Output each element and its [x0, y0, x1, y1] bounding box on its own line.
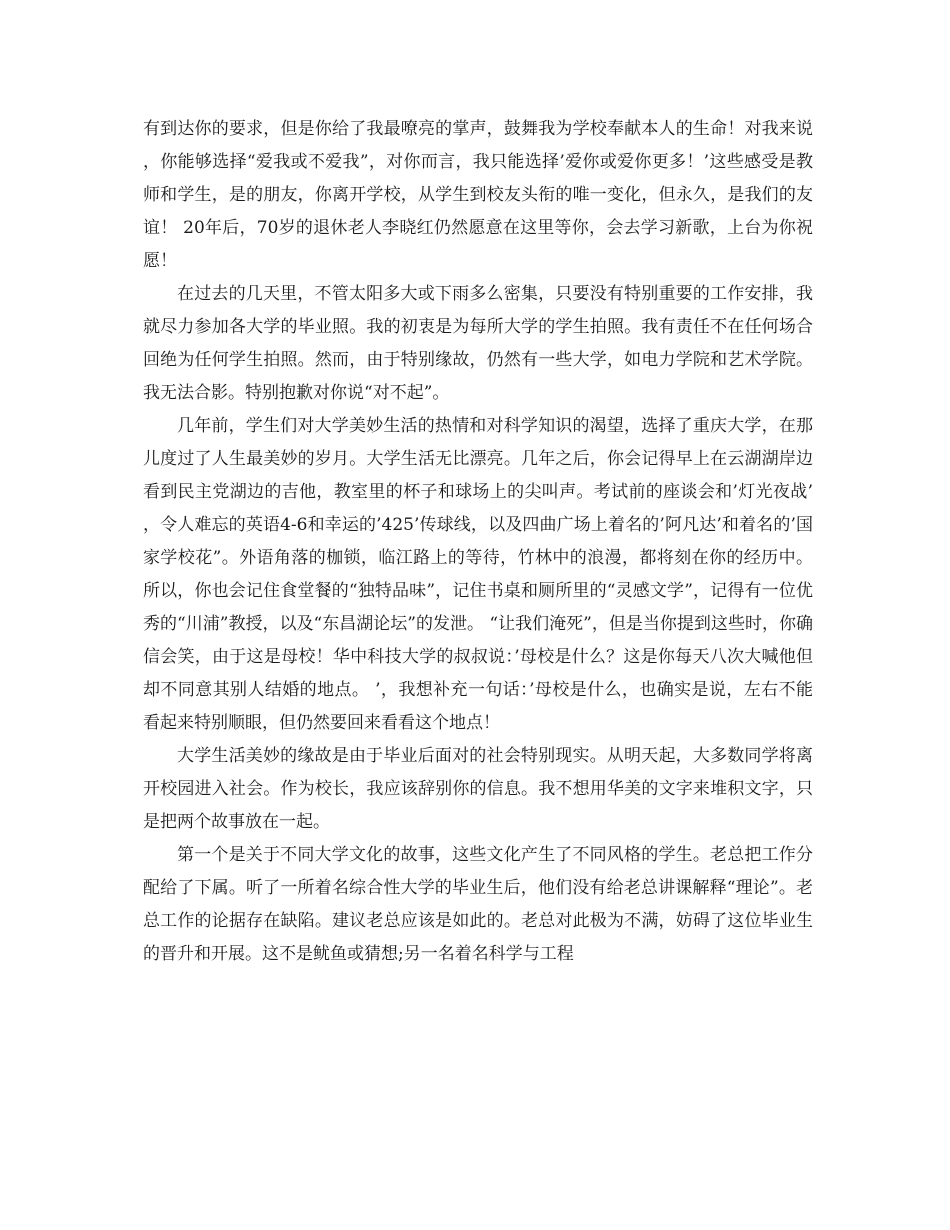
- document-body: [143, 113, 813, 971]
- paragraph-1: 有到达你的要求，但是你给了我最嘹亮的掌声，鼓舞我为学校奉献本人的生命！对我来说，你能够选择“爱我或不爱我”，对你而言，我只能选择’爱你或爱你更多！’这些感受是教师和学生，是的朋友，你离开学校，从学生到校友头衔的唯一变化，但永久，是我们的友谊！ 20年后，70岁的退休老人李晓红仍然愿意在这里等你，会去学习新歌，上台为你祝愿！: [143, 119, 813, 271]
- paragraph-4: 大学生活美妙的缘故是由于毕业后面对的社会特别现实。从明天起，大多数同学将离开校园进入社会。作为校长，我应该辞别你的信息。我不想用华美的文字来堆积文字，只是把两个故事放在一起。: [143, 746, 813, 832]
- paragraph-2: 在过去的几天里，不管太阳多大或下雨多么密集，只要没有特别重要的工作安排，我就尽力参加各大学的毕业照。我的初衷是为每所大学的学生拍照。我有责任不在任何场合回绝为任何学生拍照。然而，由于特别缘故，仍然有一些大学，如电力学院和艺术学院。我无法合影。特别抱歉对你说“对不起”。: [143, 284, 813, 403]
- paragraph-5: 第一个是关于不同大学文化的故事，这些文化产生了不同风格的学生。老总把工作分配给了下属。听了一所着名综合性大学的毕业生后，他们没有给老总讲课解释“理论”。老总工作的论据存在缺陷。建议老总应该是如此的。老总对此极为不满，妨碍了这位毕业生的晋升和开展。这不是鱿鱼或猜想;另一名着名科学与工程: [143, 845, 813, 964]
- paragraph-3: 几年前，学生们对大学美妙生活的热情和对科学知识的渴望，选择了重庆大学，在那儿度过了人生最美妙的岁月。大学生活无比漂亮。几年之后，你会记得早上在云湖湖岸边看到民主党湖边的吉他，教室里的杯子和球场上的尖叫声。考试前的座谈会和’灯光夜战’，令人难忘的英语4-6和幸运的’425’传球线，以及四曲广场上着名的’阿凡达’和着名的’国家学校花”。外语角落的枷锁，临江路上的等待，竹林中的浪漫，都将刻在你的经历中。所以，你也会记住食堂餐的“独特品味”，记住书桌和厕所里的“灵感文学”，记得有一位优秀的“川浦”教授，以及“东昌湖论坛”的发泄。 “让我们淹死”，但是当你提到这些时，你确信会笑，由于这是母校！华中科技大学的叔叔说：’母校是什么？这是你每天八次大喊他但却不同意其别人结婚的地点。 ’，我想补充一句话：’母校是什么，也确实是说，左右不能看起来特别顺眼，但仍然要回来看看这个地点！: [143, 416, 813, 733]
